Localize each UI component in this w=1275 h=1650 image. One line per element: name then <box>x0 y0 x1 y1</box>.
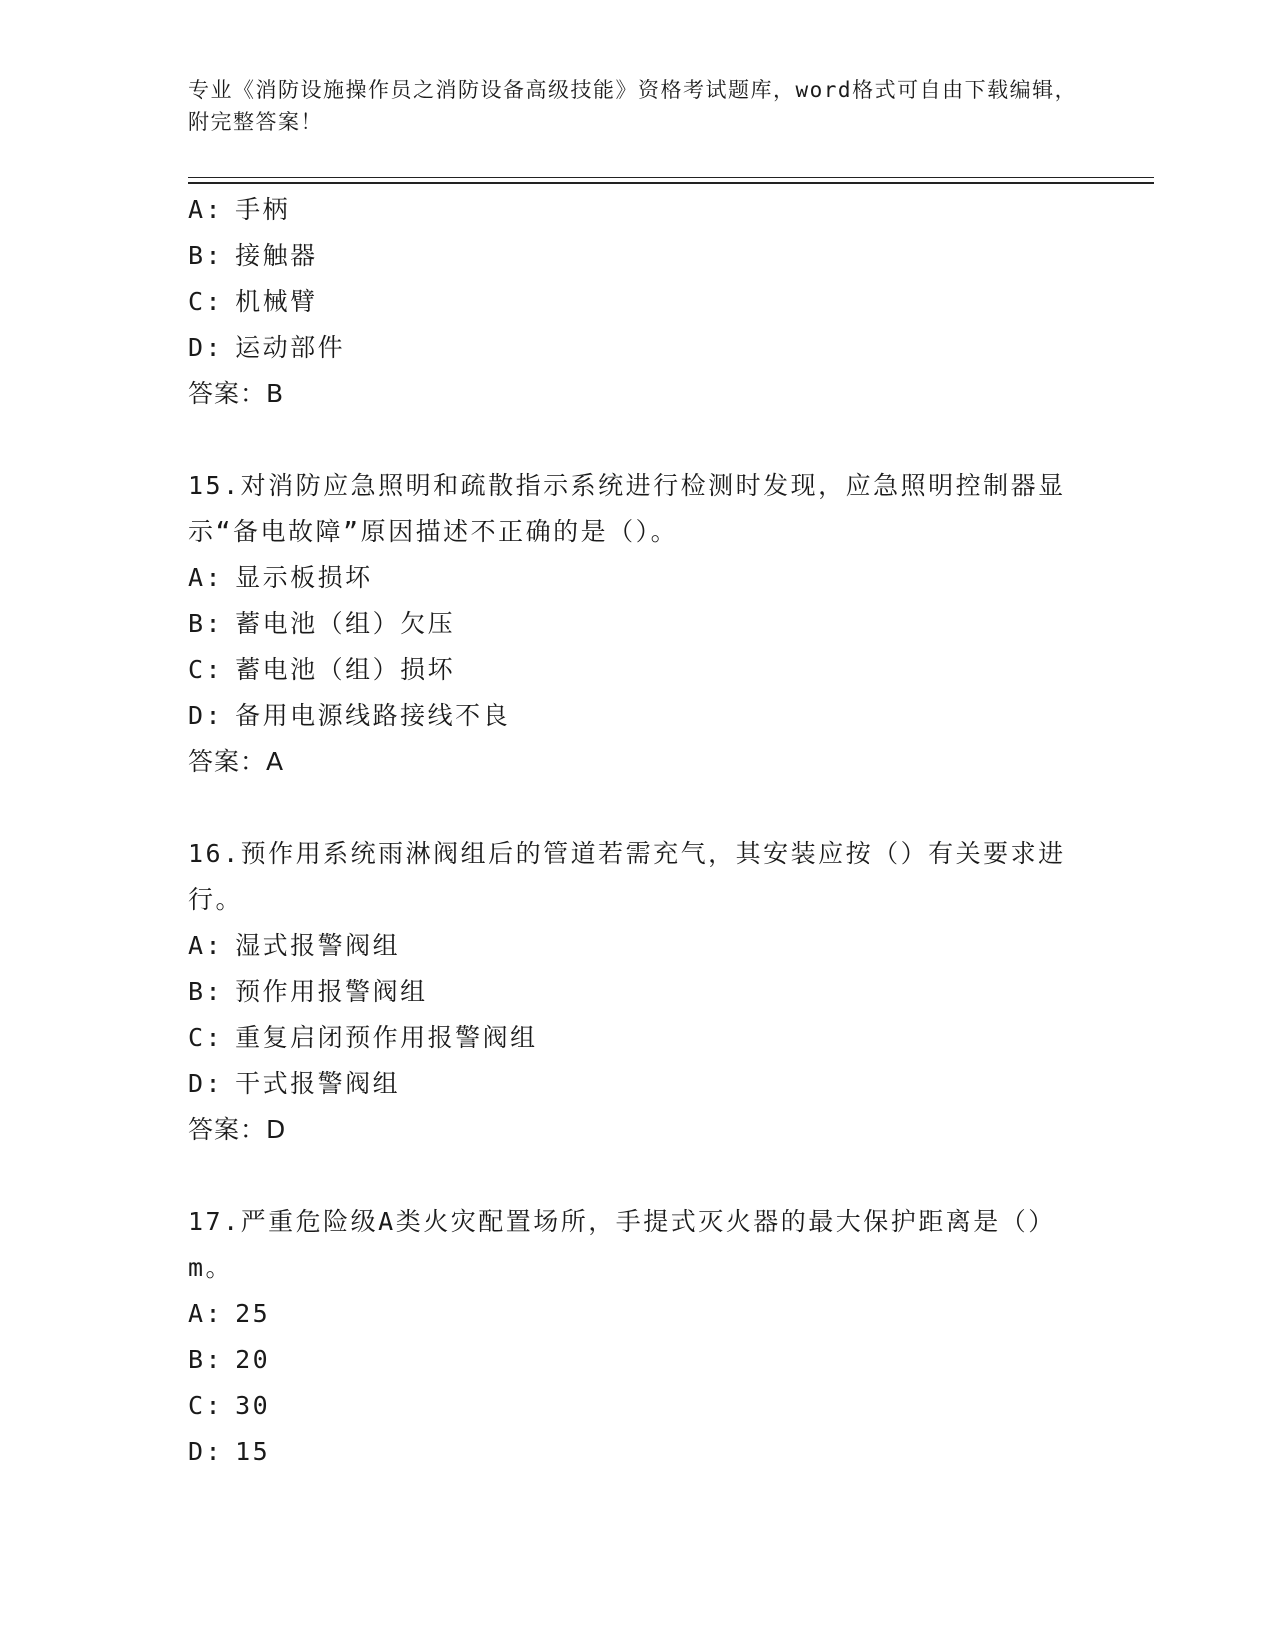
option-c <box>188 279 1088 325</box>
option-a <box>188 1291 1088 1337</box>
option-label: B: <box>188 1345 224 1374</box>
option-b <box>188 601 1088 647</box>
option-text: 备用电源线路接线不良 <box>235 701 511 730</box>
option-text: 蓄电池（组）损坏 <box>235 655 456 684</box>
question-block-14 <box>188 187 1088 417</box>
question-block-17 <box>188 1199 1088 1475</box>
question-stem: 16.预作用系统雨淋阀组后的管道若需充气，其安装应按（）有关要求进行。 <box>188 839 1066 914</box>
option-label: C: <box>188 1023 224 1052</box>
option-text: 预作用报警阀组 <box>235 977 428 1006</box>
question-stem: 17.严重危险级A类火灾配置场所，手提式灭火器的最大保护距离是（）m。 <box>188 1207 1056 1282</box>
option-text: 20 <box>235 1345 271 1374</box>
option-d <box>188 693 1088 739</box>
option-label: D: <box>188 1437 224 1466</box>
option-label: D: <box>188 1069 224 1098</box>
option-text: 25 <box>235 1299 271 1328</box>
option-label: D: <box>188 333 224 362</box>
option-label: B: <box>188 977 224 1006</box>
question-block-16 <box>188 831 1088 1153</box>
option-text: 15 <box>235 1437 271 1466</box>
spacer <box>188 785 1088 831</box>
option-d <box>188 325 1088 371</box>
option-text: 蓄电池（组）欠压 <box>235 609 456 638</box>
option-text: 重复启闭预作用报警阀组 <box>235 1023 538 1052</box>
option-a <box>188 923 1088 969</box>
option-a <box>188 555 1088 601</box>
option-text: 机械臂 <box>235 287 318 316</box>
option-b <box>188 233 1088 279</box>
option-label: B: <box>188 241 224 270</box>
option-d <box>188 1429 1088 1475</box>
answer-line: 答案：A <box>188 747 285 776</box>
option-a <box>188 187 1088 233</box>
option-text: 手柄 <box>235 195 291 224</box>
header-divider-thin <box>188 177 1154 178</box>
option-label: A: <box>188 1299 224 1328</box>
header-divider-thick <box>188 182 1154 184</box>
option-d <box>188 1061 1088 1107</box>
option-text: 干式报警阀组 <box>235 1069 401 1098</box>
option-text: 运动部件 <box>235 333 346 362</box>
option-label: C: <box>188 287 224 316</box>
document-header: 专业《消防设施操作员之消防设备高级技能》资格考试题库，word格式可自由下载编辑，附完整答案！ <box>188 78 1078 134</box>
option-label: B: <box>188 609 224 638</box>
question-stem: 15.对消防应急照明和疏散指示系统进行检测时发现，应急照明控制器显示“备电故障”原因描述不正确的是（）。 <box>188 471 1066 546</box>
option-text: 湿式报警阀组 <box>235 931 401 960</box>
option-text: 30 <box>235 1391 271 1420</box>
option-b <box>188 969 1088 1015</box>
spacer <box>188 417 1088 463</box>
option-label: C: <box>188 1391 224 1420</box>
option-label: C: <box>188 655 224 684</box>
option-c <box>188 1383 1088 1429</box>
answer-line: 答案：D <box>188 1115 287 1144</box>
option-label: A: <box>188 195 224 224</box>
option-label: D: <box>188 701 224 730</box>
option-label: A: <box>188 563 224 592</box>
question-block-15 <box>188 463 1088 785</box>
question-list <box>188 187 1088 1475</box>
option-b <box>188 1337 1088 1383</box>
spacer <box>188 1153 1088 1199</box>
answer-line: 答案：B <box>188 379 285 408</box>
option-c <box>188 647 1088 693</box>
option-text: 显示板损坏 <box>235 563 373 592</box>
option-label: A: <box>188 931 224 960</box>
option-text: 接触器 <box>235 241 318 270</box>
option-c <box>188 1015 1088 1061</box>
